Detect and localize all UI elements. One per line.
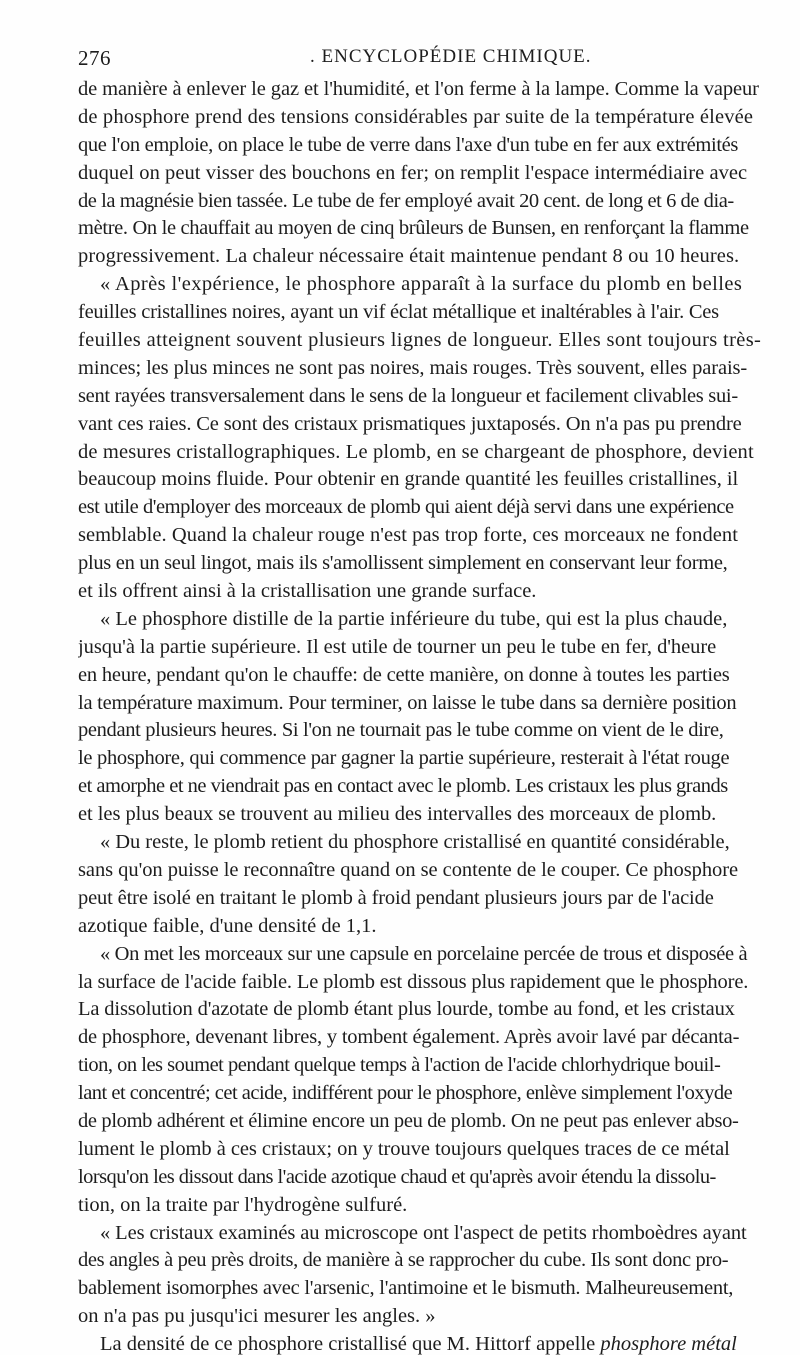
text-line: plus en un seul lingot, mais ils s'amollissent simplement en conservant leur forme, — [78, 552, 728, 575]
text-line: « Le phosphore distille de la partie inférieure du tube, qui est la plus chaude, — [100, 607, 728, 630]
text-line: tion, on les soumet pendant quelque temps à l'action de l'acide chlorhydrique bouil- — [78, 1054, 721, 1077]
text-line: de mesures cristallographiques. Le plomb, en se chargeant de phosphore, devient — [78, 440, 754, 463]
text-line: La dissolution d'azotate de plomb étant plus lourde, tombe au fond, et les cristaux — [78, 998, 735, 1021]
text-line: le phosphore, qui commence par gagner la partie supérieure, resterait à l'état rouge — [78, 747, 730, 770]
text-line: de plomb adhérent et élimine encore un peu de plomb. On ne peut pas enlever abso- — [78, 1109, 739, 1132]
text-line: de manière à enlever le gaz et l'humidité, et l'on ferme à la lampe. Comme la vapeur — [78, 78, 759, 100]
text-line: de phosphore, devenant libres, y tombent également. Après avoir lavé par décanta- — [78, 1026, 740, 1049]
page-number: 276 — [78, 46, 111, 70]
page-header — [78, 46, 778, 74]
text-line: lant et concentré; cet acide, indifférent pour le phosphore, enlève simplement l'oxyde — [78, 1082, 733, 1105]
text-line: azotique faible, d'une densité de 1,1. — [78, 914, 377, 937]
text-line: « Du reste, le plomb retient du phosphore cristallisé en quantité considérable, — [100, 831, 730, 854]
text-line: semblable. Quand la chaleur rouge n'est pas trop forte, ces morceaux ne fondent — [78, 524, 738, 547]
text-line: progressivement. La chaleur nécessaire était maintenue pendant 8 ou 10 heures. — [78, 245, 740, 268]
running-title: . ENCYCLOPÉDIE CHIMIQUE. — [310, 46, 592, 67]
last-line-text: La densité de ce phosphore cristallisé que M. Hittorf appelle — [100, 1333, 601, 1356]
text-line: vant ces raies. Ce sont des cristaux prismatiques juxtaposés. On n'a pas pu prendre — [78, 412, 742, 435]
text-line: on n'a pas pu jusqu'ici mesurer les angles. » — [78, 1305, 436, 1328]
text-line: lument le plomb à ces cristaux; on y trouve toujours quelques traces de ce métal — [78, 1137, 730, 1160]
text-line: pendant plusieurs heures. Si l'on ne tournait pas le tube comme on vient de le dire, — [78, 719, 724, 742]
text-line: et amorphe et ne viendrait pas en contact avec le plomb. Les cristaux les plus grands — [78, 775, 728, 798]
text-line: la température maximum. Pour terminer, on laisse le tube dans sa dernière position — [78, 691, 737, 714]
text-line: « Les cristaux examinés au microscope ont l'aspect de petits rhomboèdres ayant — [100, 1221, 747, 1244]
text-line: des angles à peu près droits, de manière à se rapprocher du cube. Ils sont donc pro- — [78, 1249, 729, 1272]
text-line: que l'on emploie, on place le tube de verre dans l'axe d'un tube en fer aux extrémités — [78, 133, 739, 156]
text-line: la surface de l'acide faible. Le plomb est dissous plus rapidement que le phosphore. — [78, 970, 749, 993]
last-line-italic: phosphore métal — [600, 1333, 737, 1356]
text-line: feuilles atteignent souvent plusieurs lignes de longueur. Elles sont toujours très- — [78, 329, 762, 352]
text-line: lorsqu'on les dissout dans l'acide azotique chaud et qu'après avoir étendu la dissolu- — [78, 1165, 716, 1188]
text-line: duquel on peut visser des bouchons en fer; on remplit l'espace intermédiaire avec — [78, 161, 748, 184]
text-line: mètre. On le chauffait au moyen de cinq brûleurs de Bunsen, en renforçant la flamme — [78, 217, 749, 240]
text-line: « Après l'expérience, le phosphore apparaît à la surface du plomb en belles — [100, 273, 743, 296]
text-line: est utile d'employer des morceaux de plomb qui aient déjà servi dans une expérience — [78, 496, 734, 519]
text-line: de phosphore prend des tensions considérables par suite de la température élevée — [78, 105, 754, 128]
text-line: sent rayées transversalement dans le sens de la longueur et facilement clivables sui- — [78, 384, 738, 407]
body-text — [78, 76, 790, 1359]
text-line: de la magnésie bien tassée. Le tube de fer employé avait 20 cent. de long et 6 de dia- — [78, 189, 734, 212]
text-line: bablement isomorphes avec l'arsenic, l'antimoine et le bismuth. Malheureusement, — [78, 1277, 734, 1300]
text-line: et les plus beaux se trouvent au milieu des intervalles des morceaux de plomb. — [78, 803, 717, 826]
text-line: et ils offrent ainsi à la cristallisation une grande surface. — [78, 580, 537, 603]
text-line: sans qu'on puisse le reconnaître quand on se contente de le couper. Ce phosphore — [78, 858, 739, 881]
text-line: « On met les morceaux sur une capsule en porcelaine percée de trous et disposée à — [100, 942, 748, 965]
text-line: peut être isolé en traitant le plomb à froid pendant plusieurs jours par de l'acide — [78, 886, 714, 909]
text-line: beaucoup moins fluide. Pour obtenir en grande quantité les feuilles cristallines, il — [78, 468, 739, 491]
text-line: en heure, pendant qu'on le chauffe: de cette manière, on donne à toutes les parties — [78, 663, 730, 686]
text-line: feuilles cristallines noires, ayant un vif éclat métallique et inaltérables à l'air. Ces — [78, 301, 719, 324]
text-line: tion, on la traite par l'hydrogène sulfuré. — [78, 1193, 408, 1216]
text-line: minces; les plus minces ne sont pas noires, mais rouges. Très souvent, elles parais- — [78, 356, 748, 379]
text-line: jusqu'à la partie supérieure. Il est utile de tourner un peu le tube en fer, d'heure — [78, 635, 717, 658]
